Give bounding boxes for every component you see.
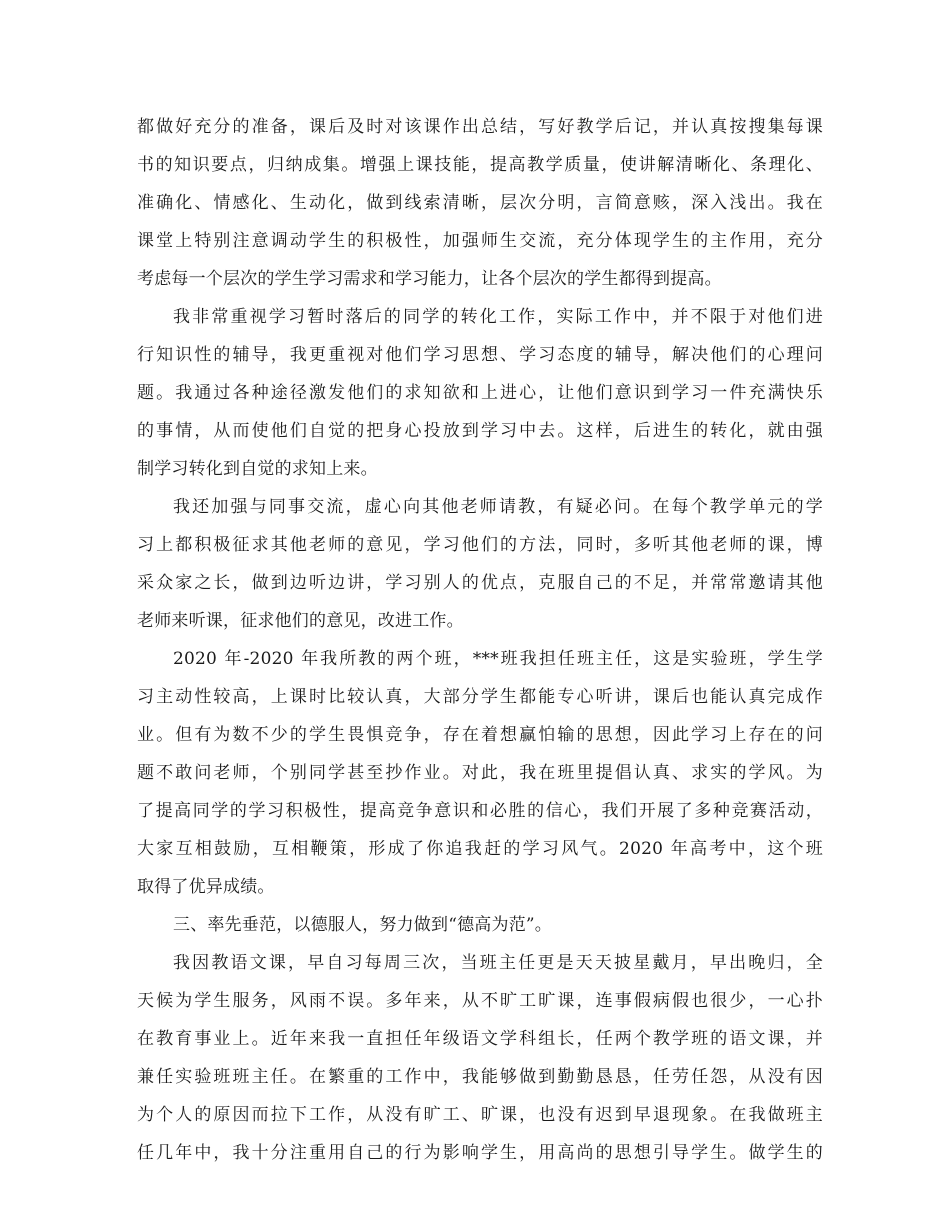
text-line: 考虑每一个层次的学生学习需求和学习能力，让各个层次的学生都得到提高。 xyxy=(137,269,722,289)
paragraph-first-line: 2020 年-2020 年我所教的两个班，***班我担任班主任，这是实验班，学生学 xyxy=(173,649,823,669)
paragraph-first-line: 我因教语文课，早自习每周三次，当班主任更是天天披星戴月，早出晚归，全 xyxy=(173,953,823,973)
text-line: 都做好充分的准备，课后及时对该课作出总结，写好教学后记，并认真按搜集每课 xyxy=(137,117,823,137)
text-line: 准确化、情感化、生动化，做到线索清晰，层次分明，言简意赅，深入浅出。我在 xyxy=(137,193,823,213)
text-line: 题不敢问老师，个别同学甚至抄作业。对此，我在班里提倡认真、求实的学风。为 xyxy=(137,763,823,783)
text-line: 为个人的原因而拉下工作，从没有旷工、旷课，也没有迟到早退现象。在我做班主 xyxy=(137,1105,823,1125)
text-line: 老师来听课，征求他们的意见，改进工作。 xyxy=(137,611,464,631)
text-line: 在教育事业上。近年来我一直担任年级语文学科组长，任两个教学班的语文课，并 xyxy=(137,1029,823,1049)
text-line: 采众家之长，做到边听边讲，学习别人的优点，克服自己的不足，并常常邀请其他 xyxy=(137,573,823,593)
text-line: 书的知识要点，归纳成集。增强上课技能，提高教学质量，使讲解清晰化、条理化、 xyxy=(137,155,823,175)
document-body xyxy=(137,108,823,1172)
text-line: 取得了优异成绩。 xyxy=(137,877,275,897)
text-line: 业。但有为数不少的学生畏惧竞争，存在着想赢怕输的思想，因此学习上存在的问 xyxy=(137,725,823,745)
text-line: 的事情，从而使他们自觉的把身心投放到学习中去。这样，后进生的转化，就由强 xyxy=(137,421,823,441)
text-line: 题。我通过各种途径激发他们的求知欲和上进心，让他们意识到学习一件充满快乐 xyxy=(137,383,823,403)
paragraph-first-line: 我非常重视学习暂时落后的同学的转化工作，实际工作中，并不限于对他们进 xyxy=(173,307,823,327)
section-heading: 三、率先垂范，以德服人，努力做到“德高为范”。 xyxy=(173,915,552,935)
text-line: 天候为学生服务，风雨不误。多年来，从不旷工旷课，连事假病假也很少，一心扑 xyxy=(137,991,823,1011)
text-line: 习上都积极征求其他老师的意见，学习他们的方法，同时，多听其他老师的课，博 xyxy=(137,535,823,555)
text-line: 制学习转化到自觉的求知上来。 xyxy=(137,459,378,479)
text-line: 习主动性较高，上课时比较认真，大部分学生都能专心听讲，课后也能认真完成作 xyxy=(137,687,823,707)
text-line: 行知识性的辅导，我更重视对他们学习思想、学习态度的辅导，解决他们的心理问 xyxy=(137,345,823,365)
text-line: 了提高同学的学习积极性，提高竞争意识和必胜的信心，我们开展了多种竞赛活动， xyxy=(137,801,823,821)
text-line: 大家互相鼓励，互相鞭策，形成了你追我赶的学习风气。2020 年高考中，这个班 xyxy=(137,839,823,859)
text-line: 任几年中，我十分注重用自己的行为影响学生，用高尚的思想引导学生。做学生的 xyxy=(137,1143,823,1163)
text-line: 兼任实验班班主任。在繁重的工作中，我能够做到勤勤恳恳，任劳任怨，从没有因 xyxy=(137,1067,823,1087)
text-line: 课堂上特别注意调动学生的积极性，加强师生交流，充分体现学生的主作用，充分 xyxy=(137,231,823,251)
paragraph-first-line: 我还加强与同事交流，虚心向其他老师请教，有疑必问。在每个教学单元的学 xyxy=(173,497,823,517)
